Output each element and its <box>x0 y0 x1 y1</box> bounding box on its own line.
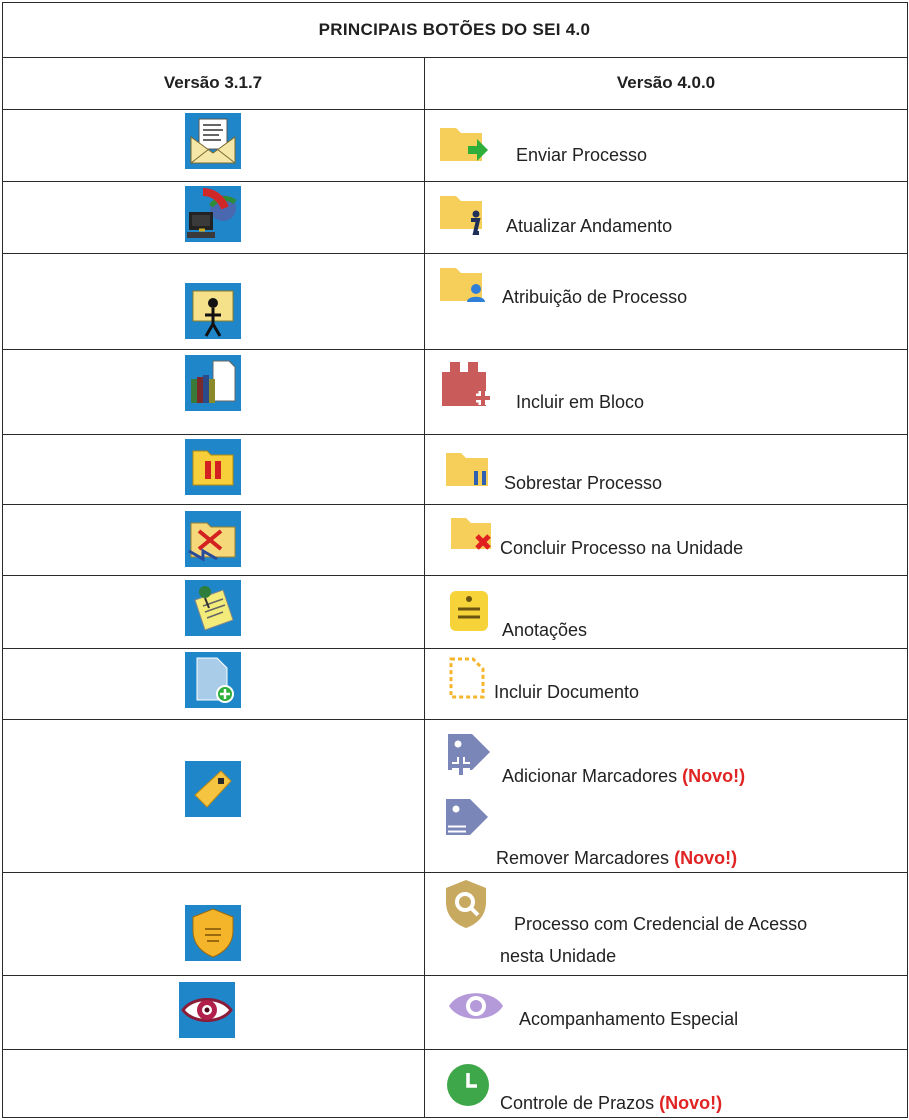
row-divider <box>2 1049 907 1050</box>
dashed-document-icon <box>446 656 490 700</box>
sticky-note-pin-icon <box>185 580 241 636</box>
shield-search-icon <box>443 878 489 930</box>
row-label: Anotações <box>502 620 588 640</box>
document-plus-icon <box>185 652 241 708</box>
novo-badge: (Novo!) <box>674 848 738 868</box>
row-divider <box>2 975 907 976</box>
table-border-left <box>2 2 3 1118</box>
eye-icon <box>447 987 505 1025</box>
note-icon <box>448 589 490 633</box>
folder-arrow-icon <box>438 124 490 170</box>
tag-icon <box>185 761 241 817</box>
row-divider <box>2 349 907 350</box>
novo-badge: (Novo!) <box>682 766 746 786</box>
row-label: Incluir em Bloco <box>516 392 645 412</box>
add-tags-label: Adicionar Marcadores (Novo!) <box>502 766 746 786</box>
row-divider <box>2 504 907 505</box>
books-document-icon <box>185 355 241 411</box>
block-plus-icon <box>438 358 494 416</box>
folder-x-icon <box>185 511 241 567</box>
column-divider <box>424 57 425 1118</box>
folder-x-icon <box>449 514 495 556</box>
row-label: Concluir Processo na Unidade <box>500 538 744 558</box>
folder-pause-icon <box>185 439 241 495</box>
row-divider <box>2 253 907 254</box>
row-divider <box>2 575 907 576</box>
row-label: Enviar Processo <box>516 145 648 165</box>
table-border-right <box>907 2 908 1118</box>
tag-plus-icon <box>444 730 494 780</box>
row-divider <box>2 719 907 720</box>
folder-user-icon <box>438 264 490 310</box>
folder-pause-icon <box>444 449 492 493</box>
tag-minus-icon <box>442 795 492 841</box>
eye-icon <box>179 982 235 1038</box>
clock-icon <box>445 1062 491 1108</box>
person-board-icon <box>185 283 241 339</box>
novo-badge: (Novo!) <box>659 1093 723 1113</box>
row-label: Acompanhamento Especial <box>519 1009 739 1029</box>
row-divider <box>2 181 907 182</box>
folder-info-icon <box>438 192 490 238</box>
table-title: PRINCIPAIS BOTÕES DO SEI 4.0 <box>318 19 591 39</box>
row-divider <box>2 434 907 435</box>
shield-icon <box>185 905 241 961</box>
envelope-document-icon <box>185 113 241 169</box>
row-label: Controle de Prazos (Novo!) <box>500 1093 723 1113</box>
row-divider <box>2 648 907 649</box>
row-divider <box>2 109 907 110</box>
row-label: Incluir Documento <box>494 682 640 702</box>
row-label: Sobrestar Processo <box>504 473 663 493</box>
computer-globe-icon <box>185 186 241 242</box>
row-label: Atualizar Andamento <box>506 216 673 236</box>
column-header-old: Versão 3.1.7 <box>163 73 263 92</box>
row-label-line2: nesta Unidade <box>500 946 617 966</box>
table-border-bottom <box>2 1117 907 1118</box>
remove-tags-label: Remover Marcadores (Novo!) <box>496 848 738 868</box>
row-label: Atribuição de Processo <box>502 287 688 307</box>
row-divider <box>2 872 907 873</box>
row-label: Processo com Credencial de Acesso <box>514 914 808 934</box>
column-header-new: Versão 4.0.0 <box>616 73 716 92</box>
